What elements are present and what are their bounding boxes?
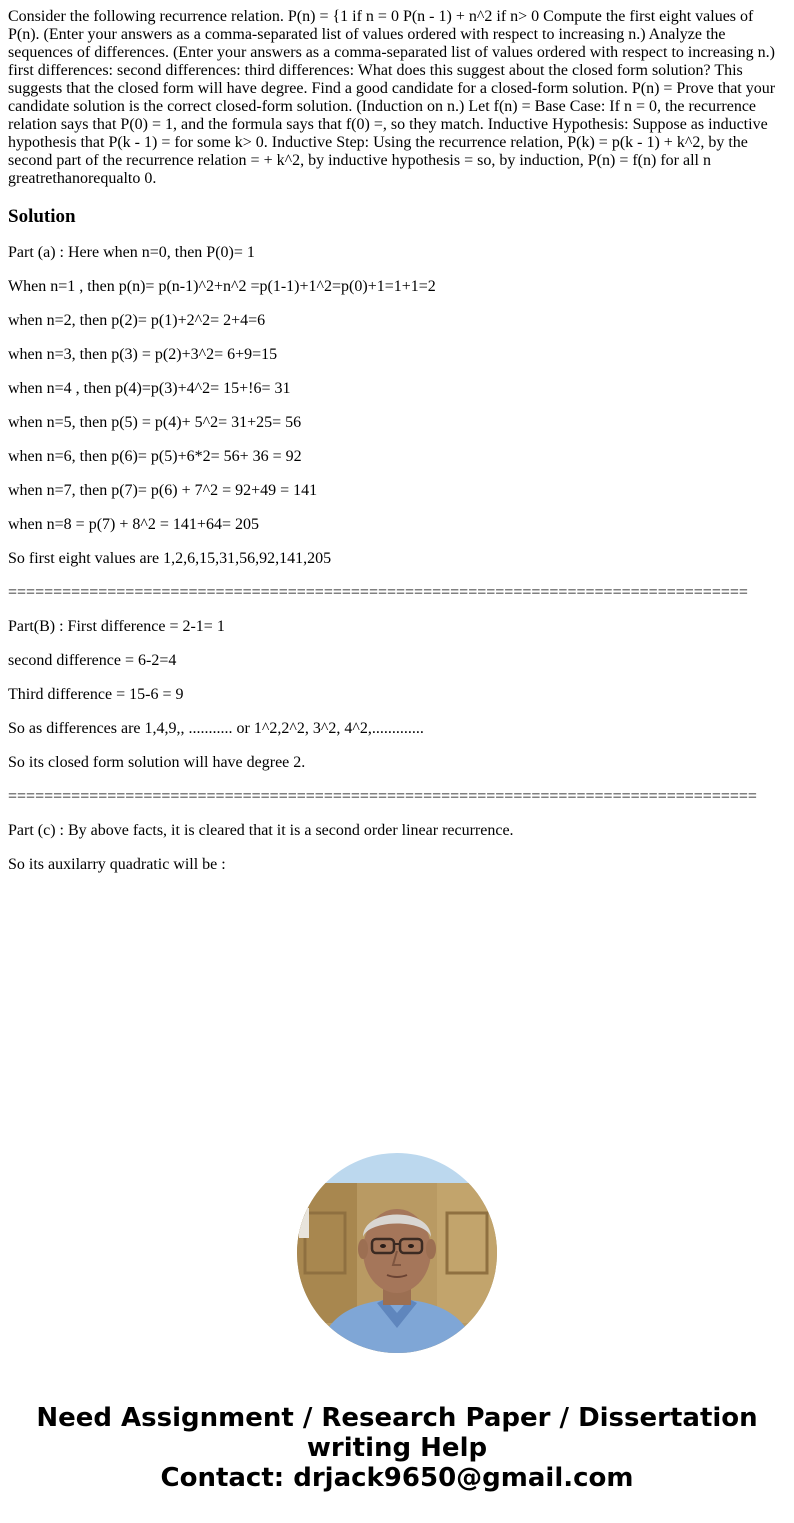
solution-heading: Solution	[8, 206, 76, 227]
solution-line: Part (a) : Here when n=0, then P(0)= 1	[8, 244, 255, 261]
solution-line: So first eight values are 1,2,6,15,31,56,92,141,205	[8, 550, 332, 567]
solution-line: when n=8 = p(7) + 8^2 = 141+64= 205	[8, 516, 259, 533]
question-text: Consider the following recurrence relation. P(n) = {1 if n = 0 P(n - 1) + n^2 if n> 0 Compute the first eight values of P(n). (Enter your answers as a comma-separated list of values ordered with respect to increasing n.) Analyze the sequences of differences. (Enter your answers as a comma-separated list of values ordered with respect to increasing n.) first differences: second differences: third differences: What does this suggest about the closed form solution? This suggests that the closed form will have degree. Find a good candidate for a closed-form solution. P(n) = Prove that your candidate solution is the correct closed-form solution. (Induction on n.) Let f(n) = Base Case: If n = 0, the recurrence relation says that P(0) = 1, and the formula says that f(0) =, so they match. Inductive Hypothesis: Suppose as inductive hypothesis that P(k - 1) = for some k> 0. Inductive Step: Using the recurrence relation, P(k) = p(k - 1) + k^2, by the second part of the recurrence relation = + k^2, by inductive hypothesis = so, by induction, P(n) = f(n) for all n greatrethanorequalto 0.	[8, 8, 776, 187]
solution-line: Third difference = 15-6 = 9	[8, 686, 184, 703]
document-body	[8, 8, 784, 890]
tutor-avatar	[297, 1153, 497, 1353]
solution-line: when n=6, then p(6)= p(5)+6*2= 56+ 36 = 92	[8, 448, 302, 465]
solution-line: Part (c) : By above facts, it is cleared that it is a second order linear recurrence.	[8, 822, 514, 839]
separator-line: ==================================================================================	[8, 584, 748, 601]
promo-line: writing Help	[306, 1433, 488, 1463]
solution-line: When n=1 , then p(n)= p(n-1)^2+n^2 =p(1-1)+1^2=p(0)+1=1+1=2	[8, 278, 436, 295]
solution-line: So as differences are 1,4,9,, ........... or 1^2,2^2, 3^2, 4^2,.............	[8, 720, 424, 737]
solution-body	[8, 244, 784, 874]
contact-email: Contact: drjack9650@gmail.com	[160, 1463, 634, 1493]
solution-line: when n=4 , then p(4)=p(3)+4^2= 15+!6= 31	[8, 380, 291, 397]
promo-line: Need Assignment / Research Paper / Dissertation	[36, 1403, 758, 1433]
solution-line: So its closed form solution will have degree 2.	[8, 754, 306, 771]
solution-line: when n=7, then p(7)= p(6) + 7^2 = 92+49 = 141	[8, 482, 318, 499]
solution-line: Part(B) : First difference = 2-1= 1	[8, 618, 225, 635]
promo-banner	[0, 1403, 794, 1493]
solution-line: when n=3, then p(3) = p(2)+3^2= 6+9=15	[8, 346, 278, 363]
solution-line: when n=2, then p(2)= p(1)+2^2= 2+4=6	[8, 312, 266, 329]
solution-line: when n=5, then p(5) = p(4)+ 5^2= 31+25= 56	[8, 414, 302, 431]
tutor-portrait-icon	[297, 1153, 497, 1353]
solution-line: second difference = 6-2=4	[8, 652, 177, 669]
solution-line: So its auxilarry quadratic will be :	[8, 856, 226, 873]
separator-line: ===================================================================================	[8, 788, 757, 805]
